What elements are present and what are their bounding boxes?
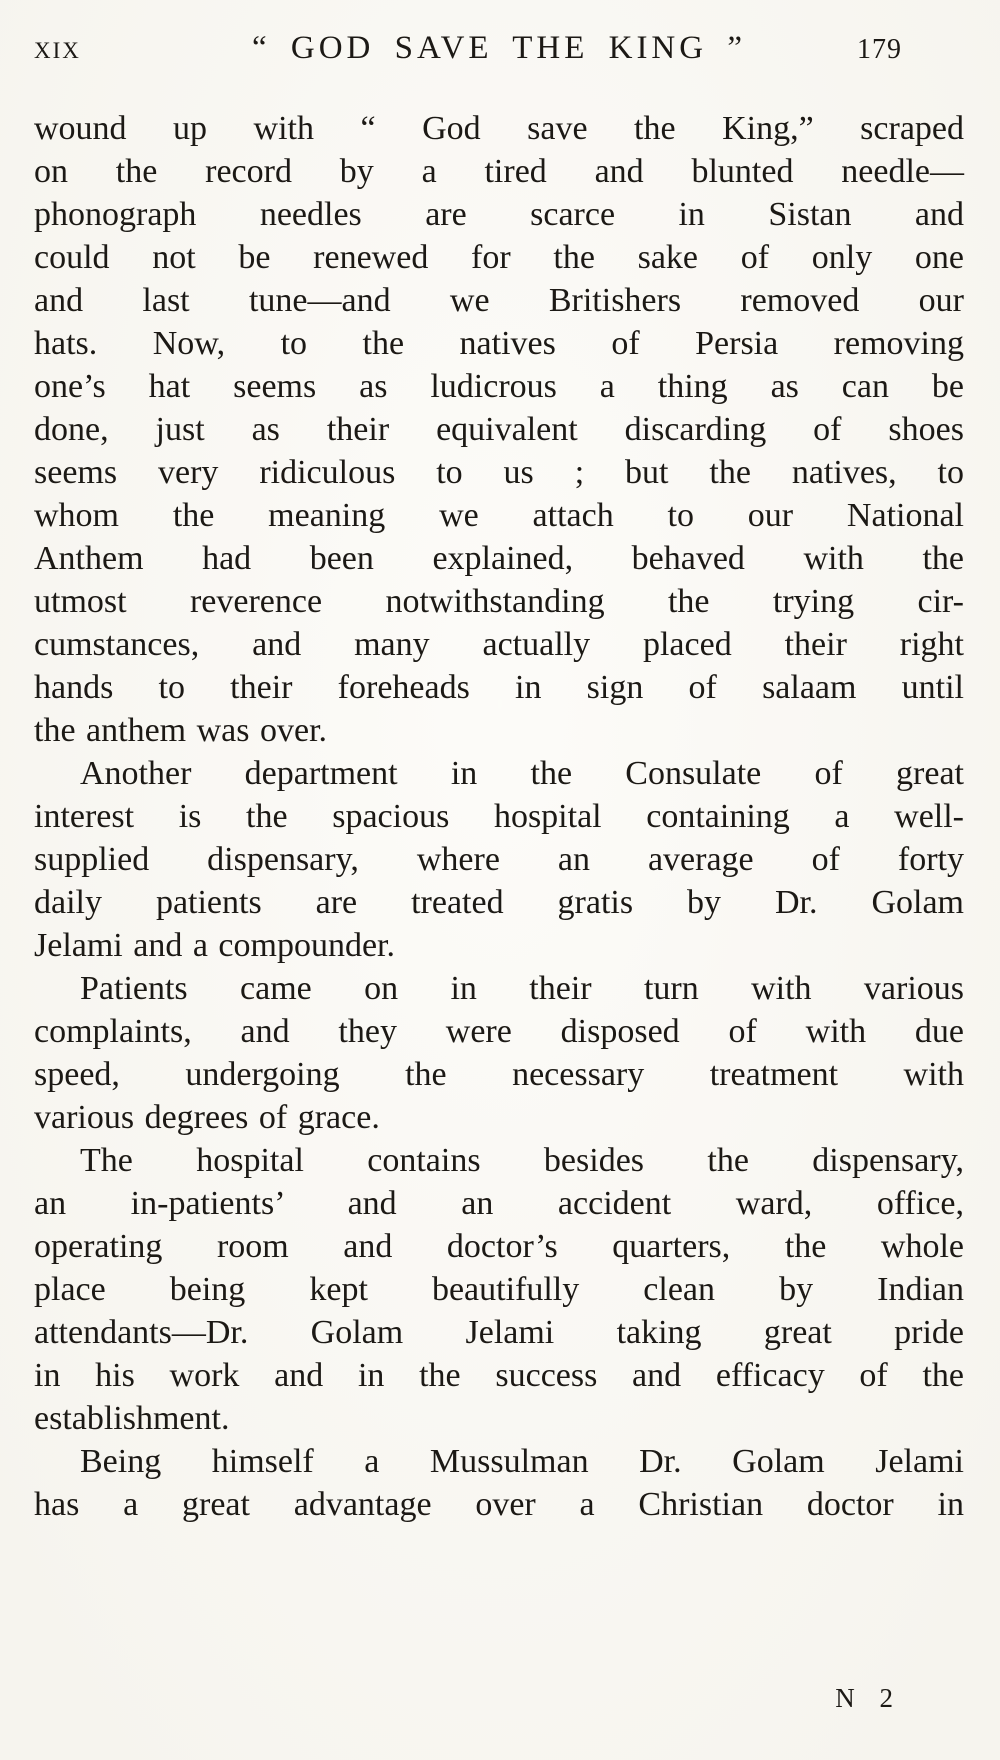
text-line: seems very ridiculous to us ; but the natives, to	[34, 454, 964, 491]
text-line: done, just as their equivalent discarding of shoes	[34, 411, 964, 448]
text-line: has a great advantage over a Christian doctor in	[34, 1486, 964, 1523]
text-line: various degrees of grace.	[34, 1099, 380, 1136]
paragraph	[34, 967, 964, 1139]
text-line: daily patients are treated gratis by Dr. Golam	[34, 884, 964, 921]
page-number: 179	[857, 34, 902, 65]
text-line: on the record by a tired and blunted needle—	[34, 153, 964, 190]
text-line: Patients came on in their turn with various	[80, 970, 964, 1007]
paragraph	[34, 1139, 964, 1440]
running-title: “ GOD SAVE THE KING ”	[252, 30, 746, 66]
text-line: Jelami and a compounder.	[34, 927, 396, 964]
text-line: phonograph needles are scarce in Sistan and	[34, 196, 964, 233]
text-line: establishment.	[34, 1400, 230, 1437]
text-line: Being himself a Mussulman Dr. Golam Jelami	[80, 1443, 964, 1480]
text-line: and last tune—and we Britishers removed our	[34, 282, 964, 319]
text-line: in his work and in the success and efficacy of the	[34, 1357, 964, 1394]
text-line: one’s hat seems as ludicrous a thing as can be	[34, 368, 964, 405]
text-line: place being kept beautifully clean by Indian	[34, 1271, 964, 1308]
text-line: interest is the spacious hospital containing a well-	[34, 798, 964, 835]
paragraph	[34, 1440, 964, 1526]
text-line: Anthem had been explained, behaved with the	[34, 540, 964, 577]
text-line: Another department in the Consulate of great	[80, 755, 964, 792]
paragraph	[34, 107, 964, 752]
text-line: The hospital contains besides the dispensary,	[80, 1142, 964, 1179]
text-line: cumstances, and many actually placed their right	[34, 626, 964, 663]
chapter-number: XIX	[34, 38, 81, 63]
text-line: whom the meaning we attach to our National	[34, 497, 964, 534]
text-line: hands to their foreheads in sign of salaam until	[34, 669, 964, 706]
text-line: operating room and doctor’s quarters, the whole	[34, 1228, 964, 1265]
text-line: could not be renewed for the sake of only one	[34, 239, 964, 276]
text-line: attendants—Dr. Golam Jelami taking great pride	[34, 1314, 964, 1351]
text-line: an in-patients’ and an accident ward, office,	[34, 1185, 964, 1222]
text-line: speed, undergoing the necessary treatment with	[34, 1056, 964, 1093]
text-line: the anthem was over.	[34, 712, 328, 749]
printers-signature: N 2	[835, 1683, 894, 1713]
page-body	[34, 107, 964, 1526]
text-line: complaints, and they were disposed of with due	[34, 1013, 964, 1050]
page-header	[34, 28, 964, 67]
text-line: supplied dispensary, where an average of forty	[34, 841, 964, 878]
text-line: hats. Now, to the natives of Persia removing	[34, 325, 964, 362]
text-line: wound up with “ God save the King,” scraped	[34, 110, 964, 147]
text-line: utmost reverence notwithstanding the trying cir-	[34, 583, 964, 620]
paragraph	[34, 752, 964, 967]
